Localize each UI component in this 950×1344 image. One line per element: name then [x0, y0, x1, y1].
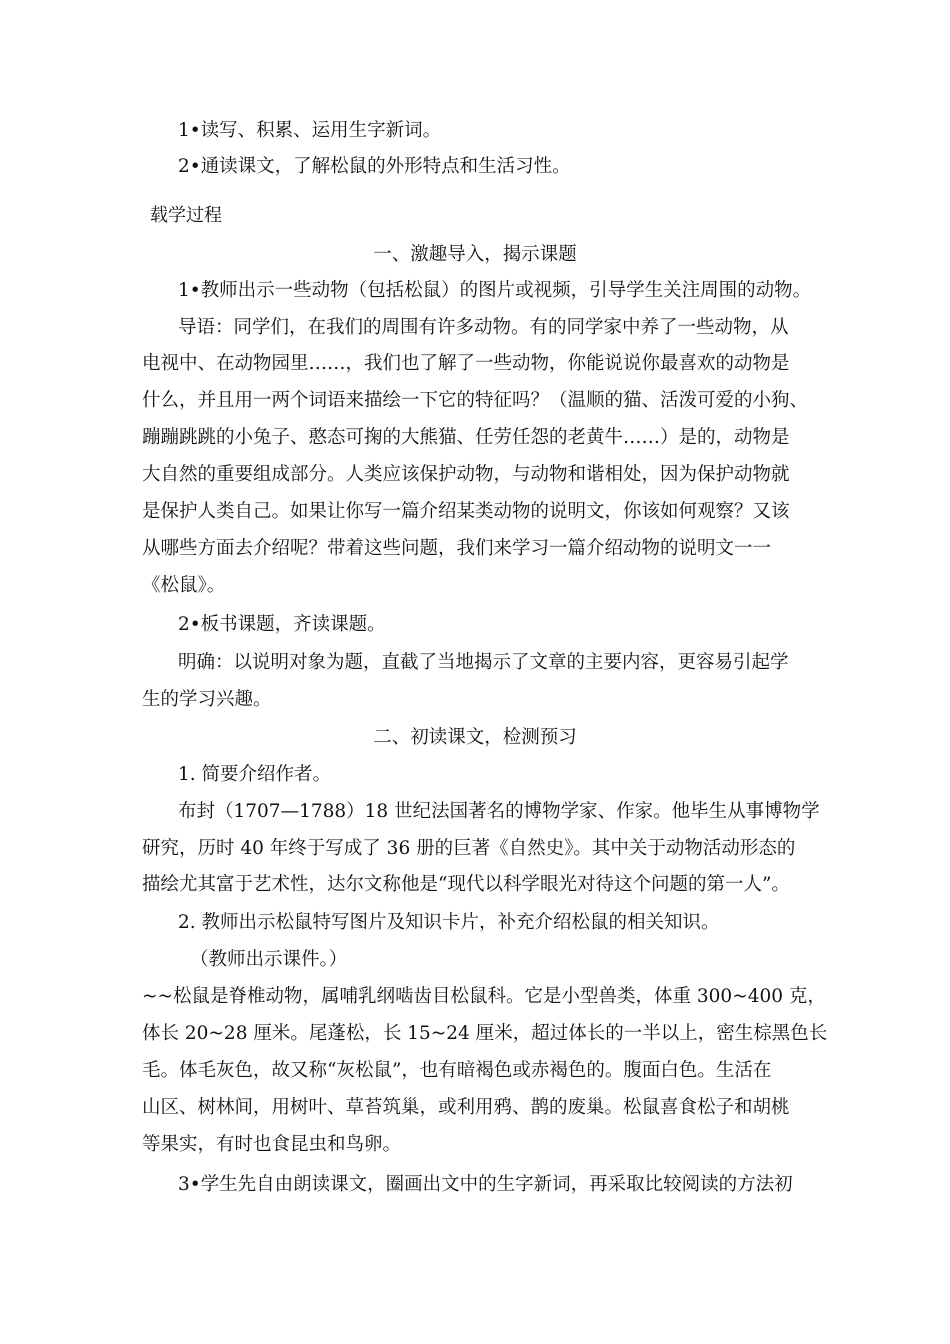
intro-line-5: 大自然的重要组成部分。人类应该保护动物，与动物和谐相处，因为保护动物就: [142, 464, 790, 485]
squirrel-line-3: 毛。体毛灰色，故又称“灰松鼠”，也有暗褐色或赤褐色的。腹面白色。生活在: [142, 1060, 772, 1081]
author-line-2: 研究，历时 40 年终于写成了 36 册的巨著《自然史》。其中关于动物活动形态的: [142, 838, 796, 859]
section-2-item-2: 2. 教师出示松鼠特写图片及知识卡片，补充介绍松鼠的相关知识。: [178, 912, 720, 933]
clarify-line-2: 生的学习兴趣。: [142, 689, 272, 710]
section-2-item-1: 1. 简要介绍作者。: [178, 764, 332, 785]
squirrel-line-1: ~~松鼠是脊椎动物，属哺乳纲啮齿目松鼠科。它是小型兽类，体重 300~400 克，: [142, 986, 826, 1007]
courseware-note: （教师出示课件。）: [190, 949, 348, 970]
intro-line-2: 电视中、在动物园里……，我们也了解了一些动物，你能说说你最喜欢的动物是: [142, 353, 790, 374]
squirrel-line-4: 山区、树林间，用树叶、草苔筑巢，或利用鸦、鹊的废巢。松鼠喜食松子和胡桃: [142, 1097, 790, 1118]
intro-line-6: 是保护人类自己。如果让你写一篇介绍某类动物的说明文，你该如何观察？又该: [142, 501, 790, 522]
author-line-1: 布封（1707—1788）18 世纪法国著名的博物学家、作家。他毕生从事博物学: [178, 801, 820, 822]
section-2-title: 二、初读课文，检测预习: [373, 727, 577, 748]
section-1-item-1: 1•教师出示一些动物（包括松鼠）的图片或视频，引导学生关注周围的动物。: [178, 280, 812, 301]
objective-1: 1•读写、积累、运用生字新词。: [178, 120, 442, 141]
intro-line-1: 导语：同学们，在我们的周围有许多动物。有的同学家中养了一些动物，从: [178, 317, 789, 338]
intro-line-7: 从哪些方面去介绍呢？带着这些问题，我们来学习一篇介绍动物的说明文一一: [142, 538, 772, 559]
author-line-3: 描绘尤其富于艺术性，达尔文称他是“现代以科学眼光对待这个问题的第一人”。: [142, 874, 790, 895]
section-1-title: 一、激趣导入，揭示课题: [373, 244, 577, 265]
squirrel-line-5: 等果实，有时也食昆虫和鸟卵。: [142, 1134, 402, 1155]
process-heading: 载学过程: [150, 205, 222, 226]
intro-line-8: 《松鼠》。: [142, 575, 226, 596]
section-1-item-2: 2•板书课题，齐读课题。: [178, 614, 386, 635]
clarify-line-1: 明确：以说明对象为题，直截了当地揭示了文章的主要内容，更容易引起学: [178, 652, 789, 673]
objective-2: 2•通读课文，了解松鼠的外形特点和生活习性。: [178, 156, 571, 177]
intro-line-4: 蹦蹦跳跳的小兔子、憨态可掬的大熊猫、任劳任怨的老黄牛……）是的，动物是: [142, 427, 790, 448]
section-2-item-3: 3•学生先自由朗读课文，圈画出文中的生字新词，再采取比较阅读的方法初: [178, 1174, 793, 1195]
squirrel-line-2: 体长 20~28 厘米。尾蓬松，长 15~24 厘米，超过体长的一半以上，密生棕黑色长: [142, 1023, 828, 1044]
intro-line-3: 什么，并且用一两个词语来描绘一下它的特征吗？（温顺的猫、活泼可爱的小狗、: [142, 390, 809, 411]
